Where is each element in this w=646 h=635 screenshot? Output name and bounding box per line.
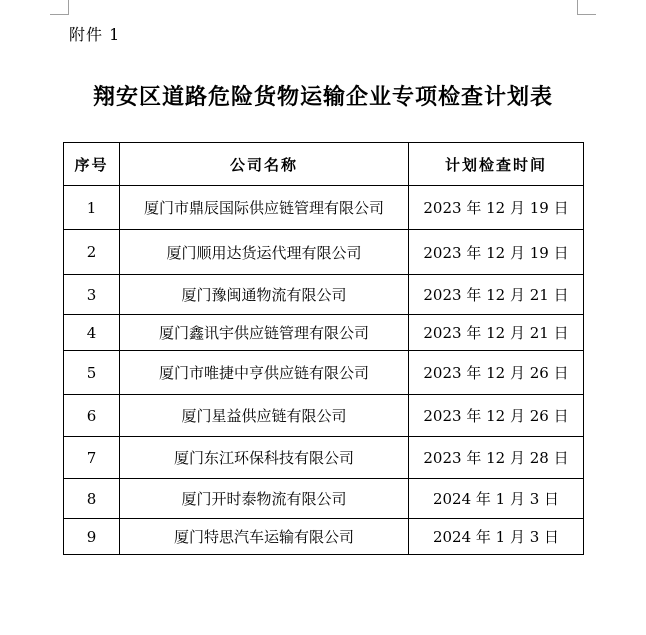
row-serial-number: 2 xyxy=(64,230,120,275)
table-row xyxy=(64,395,584,437)
table-row xyxy=(64,519,584,555)
inspection-plan-table xyxy=(63,142,584,555)
row-company-name: 厦门特思汽车运输有限公司 xyxy=(120,519,409,555)
table-row xyxy=(64,230,584,275)
page-corner-mark-left xyxy=(50,0,69,15)
row-serial-number: 1 xyxy=(64,186,120,230)
row-inspection-date: 2023 年 12 月 19 日 xyxy=(409,186,584,230)
row-inspection-date: 2023 年 12 月 19 日 xyxy=(409,230,584,275)
row-serial-number: 3 xyxy=(64,275,120,315)
table-row xyxy=(64,275,584,315)
header-serial-number: 序号 xyxy=(64,143,120,186)
row-inspection-date: 2024 年 1 月 3 日 xyxy=(409,519,584,555)
row-company-name: 厦门豫闽通物流有限公司 xyxy=(120,275,409,315)
table-row xyxy=(64,479,584,519)
row-inspection-date: 2023 年 12 月 26 日 xyxy=(409,395,584,437)
row-serial-number: 5 xyxy=(64,351,120,395)
row-inspection-date: 2023 年 12 月 28 日 xyxy=(409,437,584,479)
row-inspection-date: 2023 年 12 月 26 日 xyxy=(409,351,584,395)
row-inspection-date: 2023 年 12 月 21 日 xyxy=(409,275,584,315)
row-company-name: 厦门市鼎辰国际供应链管理有限公司 xyxy=(120,186,409,230)
row-inspection-date: 2023 年 12 月 21 日 xyxy=(409,315,584,351)
header-company-name: 公司名称 xyxy=(120,143,409,186)
header-inspection-date: 计划检查时间 xyxy=(409,143,584,186)
row-company-name: 厦门东江环保科技有限公司 xyxy=(120,437,409,479)
document-title: 翔安区道路危险货物运输企业专项检查计划表 xyxy=(92,84,553,110)
row-company-name: 厦门开时泰物流有限公司 xyxy=(120,479,409,519)
page-corner-mark-right xyxy=(577,0,596,15)
table-row xyxy=(64,437,584,479)
row-serial-number: 9 xyxy=(64,519,120,555)
attachment-label: 附件 1 xyxy=(69,25,121,44)
row-company-name: 厦门鑫讯宇供应链管理有限公司 xyxy=(120,315,409,351)
row-company-name: 厦门市唯捷中亨供应链有限公司 xyxy=(120,351,409,395)
row-serial-number: 4 xyxy=(64,315,120,351)
row-serial-number: 6 xyxy=(64,395,120,437)
table-row xyxy=(64,351,584,395)
row-serial-number: 7 xyxy=(64,437,120,479)
table-row xyxy=(64,186,584,230)
row-company-name: 厦门星益供应链有限公司 xyxy=(120,395,409,437)
row-company-name: 厦门顺用达货运代理有限公司 xyxy=(120,230,409,275)
row-inspection-date: 2024 年 1 月 3 日 xyxy=(409,479,584,519)
table-header-row xyxy=(64,143,584,186)
table-row xyxy=(64,315,584,351)
row-serial-number: 8 xyxy=(64,479,120,519)
